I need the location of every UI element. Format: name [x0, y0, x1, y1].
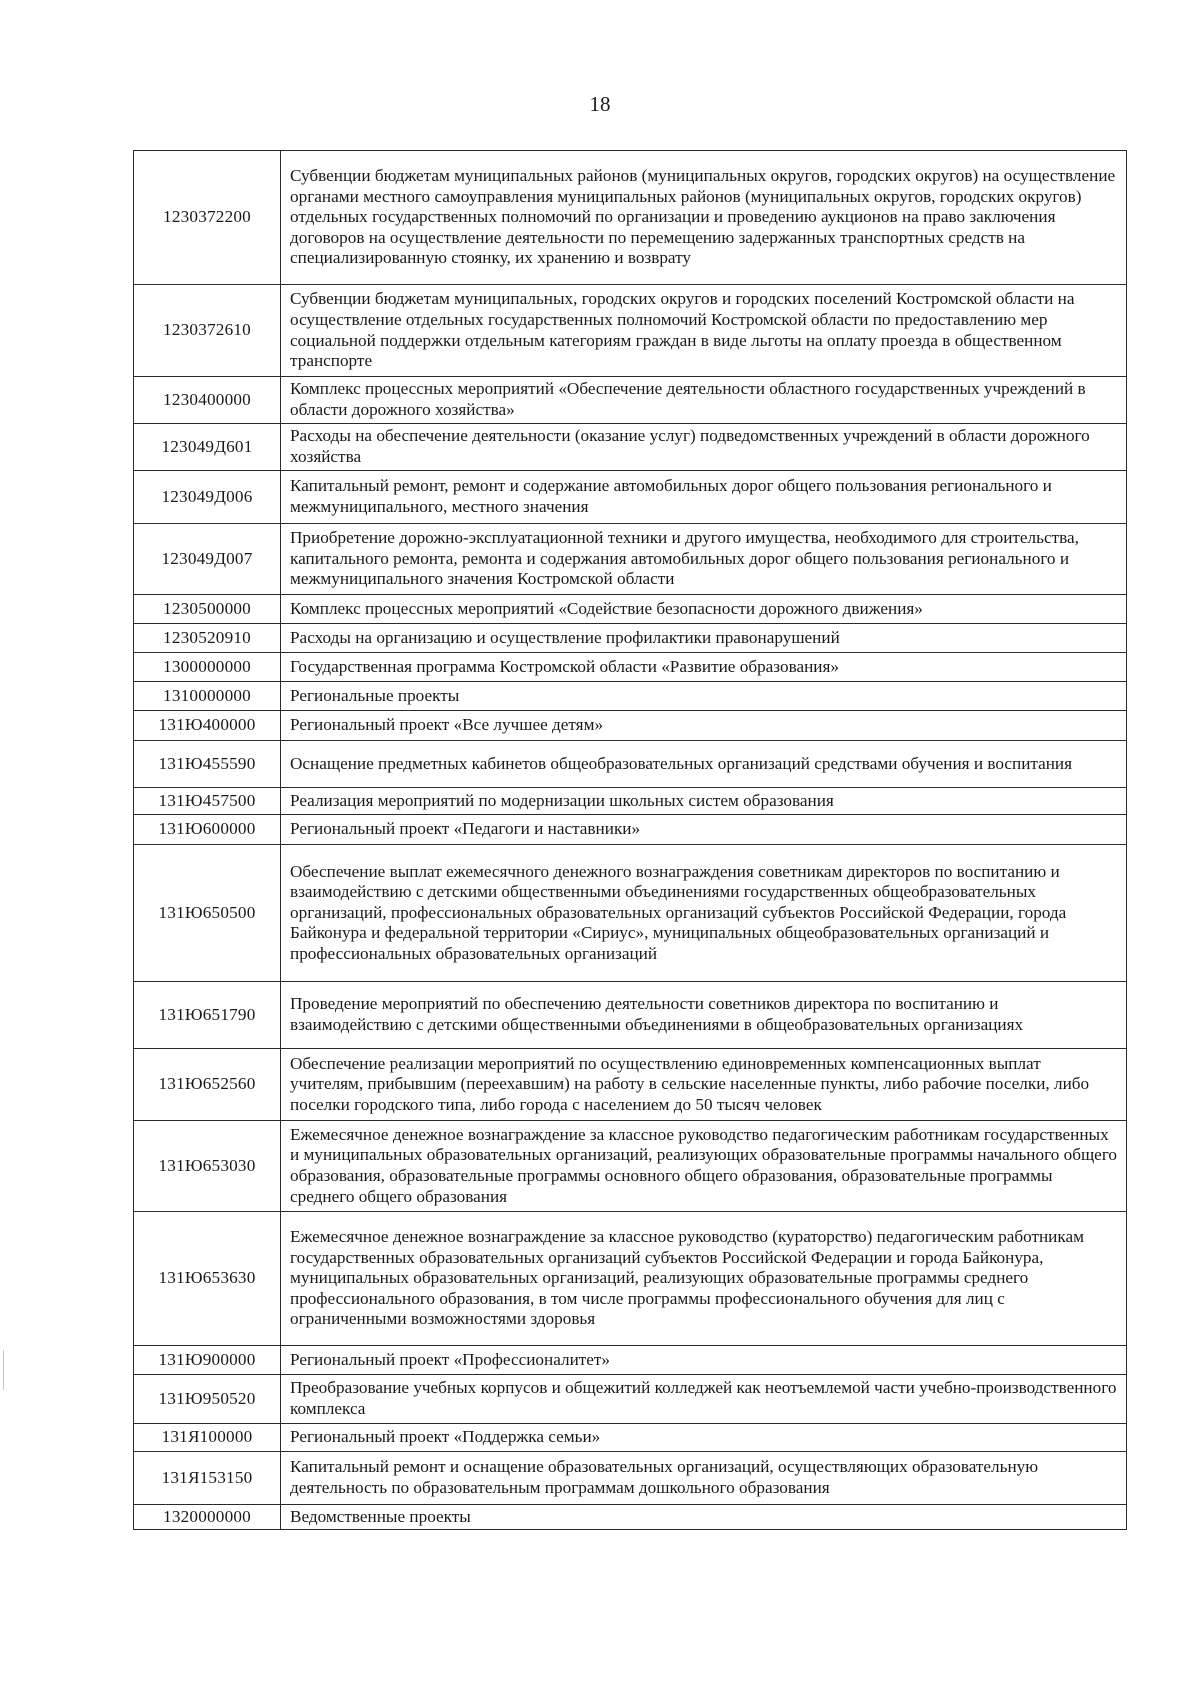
scan-edge-mark	[3, 1350, 4, 1390]
table-row	[134, 1121, 1127, 1212]
row-description: Региональный проект «Профессионалитет»	[281, 1346, 1127, 1375]
table-row	[134, 741, 1127, 788]
table-row	[134, 624, 1127, 653]
table-row	[134, 1505, 1127, 1530]
row-description: Ежемесячное денежное вознаграждение за классное руководство педагогическим работникам государственных и муниципальных образовательных организаций, реализующих образовательные программы начального общего образования, образовательные программы основного общего образования, образовательные программы среднего общего образования	[281, 1121, 1127, 1212]
row-description: Субвенции бюджетам муниципальных, городских округов и городских поселений Костромской области на осуществление отдельных государственных полномочий Костромской области по предоставлению мер социальной поддержки отдельным категориям граждан в виде льготы на оплату проезда в общественном транспорте	[281, 285, 1127, 377]
row-code: 1300000000	[134, 653, 281, 682]
row-description: Комплекс процессных мероприятий «Содействие безопасности дорожного движения»	[281, 595, 1127, 624]
row-code: 131Ю653630	[134, 1212, 281, 1346]
page-number: 18	[589, 92, 611, 116]
row-description: Реализация мероприятий по модернизации школьных систем образования	[281, 788, 1127, 815]
table-row	[134, 595, 1127, 624]
table-row	[134, 471, 1127, 524]
table-row	[134, 982, 1127, 1049]
row-description: Ежемесячное денежное вознаграждение за классное руководство (кураторство) педагогическим работникам государственных образовательных организаций субъектов Российской Федерации и города Байконура, муниципальных образовательных организаций, реализующих образовательные программы среднего профессионального образования, в том числе программы профессионального обучения для лиц с ограниченными возможностями здоровья	[281, 1212, 1127, 1346]
row-code: 131Ю653030	[134, 1121, 281, 1212]
row-code: 131Ю900000	[134, 1346, 281, 1375]
table-row	[134, 424, 1127, 471]
row-code: 131Ю400000	[134, 711, 281, 741]
row-code: 1230520910	[134, 624, 281, 653]
row-code: 131Ю650500	[134, 845, 281, 982]
row-description: Региональный проект «Педагоги и наставники»	[281, 815, 1127, 845]
row-code: 1320000000	[134, 1505, 281, 1530]
row-description: Ведомственные проекты	[281, 1505, 1127, 1530]
row-code: 131Ю455590	[134, 741, 281, 788]
row-code: 131Я153150	[134, 1452, 281, 1505]
table-body	[134, 151, 1127, 1530]
table-row	[134, 285, 1127, 377]
row-code: 123049Д007	[134, 524, 281, 595]
row-code: 123049Д601	[134, 424, 281, 471]
row-description: Региональный проект «Поддержка семьи»	[281, 1424, 1127, 1452]
row-code: 1230372200	[134, 151, 281, 285]
row-code: 1310000000	[134, 682, 281, 711]
row-description: Приобретение дорожно-эксплуатационной техники и другого имущества, необходимого для строительства, капитального ремонта, ремонта и содержания автомобильных дорог общего пользования регионального и межмуниципального значения Костромской области	[281, 524, 1127, 595]
table-row	[134, 815, 1127, 845]
row-code: 131Ю950520	[134, 1375, 281, 1424]
table-row	[134, 845, 1127, 982]
row-description: Комплекс процессных мероприятий «Обеспечение деятельности областного государственных учреждений в области дорожного хозяйства»	[281, 377, 1127, 424]
table-row	[134, 151, 1127, 285]
budget-classification-table	[133, 150, 1127, 1530]
table-row	[134, 524, 1127, 595]
row-description: Государственная программа Костромской области «Развитие образования»	[281, 653, 1127, 682]
row-description: Субвенции бюджетам муниципальных районов (муниципальных округов, городских округов) на осуществление органами местного самоуправления муниципальных районов (муниципальных округов, городских округов) отдельных государственных полномочий по организации и проведению аукционов на право заключения договоров на осуществление деятельности по перемещению задержанных транспортных средств на специализированную стоянку, их хранению и возврату	[281, 151, 1127, 285]
row-description: Капитальный ремонт, ремонт и содержание автомобильных дорог общего пользования регионального и межмуниципального, местного значения	[281, 471, 1127, 524]
row-description: Капитальный ремонт и оснащение образовательных организаций, осуществляющих образовательную деятельность по образовательным программам дошкольного образования	[281, 1452, 1127, 1505]
row-description: Региональный проект «Все лучшее детям»	[281, 711, 1127, 741]
row-code: 131Я100000	[134, 1424, 281, 1452]
row-description: Расходы на организацию и осуществление профилактики правонарушений	[281, 624, 1127, 653]
table-row	[134, 1452, 1127, 1505]
table-row	[134, 711, 1127, 741]
table-row	[134, 1212, 1127, 1346]
row-description: Преобразование учебных корпусов и общежитий колледжей как неотъемлемой части учебно-производственного комплекса	[281, 1375, 1127, 1424]
row-code: 1230400000	[134, 377, 281, 424]
table-row	[134, 1346, 1127, 1375]
table-row	[134, 1424, 1127, 1452]
row-code: 131Ю457500	[134, 788, 281, 815]
table-row	[134, 682, 1127, 711]
table-row	[134, 1375, 1127, 1424]
table-row	[134, 653, 1127, 682]
row-description: Обеспечение выплат ежемесячного денежного вознаграждения советникам директоров по воспитанию и взаимодействию с детскими общественными объединениями государственных общеобразовательных организаций, профессиональных образовательных организаций субъектов Российской Федерации, города Байконура и федеральной территории «Сириус», муниципальных общеобразовательных организаций и профессиональных образовательных организаций	[281, 845, 1127, 982]
row-code: 1230500000	[134, 595, 281, 624]
row-description: Региональные проекты	[281, 682, 1127, 711]
row-code: 131Ю651790	[134, 982, 281, 1049]
row-code: 131Ю600000	[134, 815, 281, 845]
row-description: Оснащение предметных кабинетов общеобразовательных организаций средствами обучения и воспитания	[281, 741, 1127, 788]
table-row	[134, 377, 1127, 424]
row-code: 123049Д006	[134, 471, 281, 524]
row-code: 1230372610	[134, 285, 281, 377]
table-row	[134, 1049, 1127, 1121]
row-code: 131Ю652560	[134, 1049, 281, 1121]
table-row	[134, 788, 1127, 815]
row-description: Проведение мероприятий по обеспечению деятельности советников директора по воспитанию и взаимодействию с детскими общественными объединениями в общеобразовательных организациях	[281, 982, 1127, 1049]
row-description: Расходы на обеспечение деятельности (оказание услуг) подведомственных учреждений в области дорожного хозяйства	[281, 424, 1127, 471]
row-description: Обеспечение реализации мероприятий по осуществлению единовременных компенсационных выплат учителям, прибывшим (переехавшим) на работу в сельские населенные пункты, либо рабочие поселки, либо поселки городского типа, либо города с населением до 50 тысяч человек	[281, 1049, 1127, 1121]
